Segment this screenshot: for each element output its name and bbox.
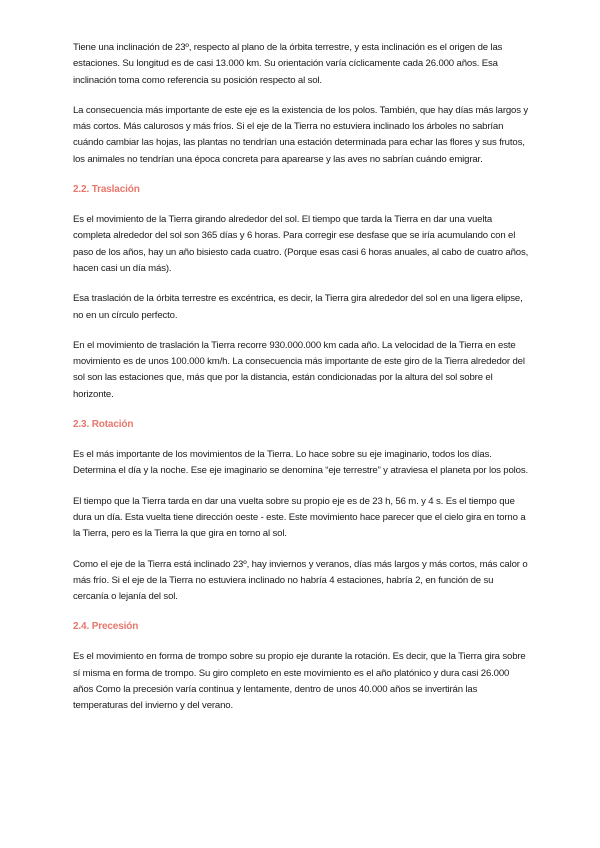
section-heading: 2.2. Traslación — [73, 184, 140, 196]
paragraph: Como el eje de la Tierra está inclinado 23º, hay inviernos y veranos, días más largos y más cortos, más calor o más frío. Si el eje de la Tierra no estuviera inclinado no habría 4 estaciones, habría 2, en función de su cercanía o lejanía del sol. — [73, 558, 528, 603]
section-precesion — [73, 619, 529, 714]
section-rotacion — [73, 417, 529, 605]
paragraph: El tiempo que la Tierra tarda en dar una vuelta sobre su propio eje es de 23 h, 56 m. y 4 s. Es el tiempo que dura un día. Esta vuelta tiene dirección oeste - este. Este movimiento hace parecer que el cielo gira en torno a la Tierra, pero es la Tierra la que gira en torno al sol. — [73, 495, 526, 540]
paragraph: Es el movimiento de la Tierra girando alrededor del sol. El tiempo que tarda la Tierra en dar una vuelta completa alrededor del sol son 365 días y 6 horas. Para corregir ese desfase que se iría acumulando con el paso de los años, hay un año bisiesto cada cuatro. (Porque esas casi 6 horas anuales, al cabo de cuatro años, hacen casi un día más). — [73, 214, 529, 274]
intro-paragraph-2: La consecuencia más importante de este eje es la existencia de los polos. También, que hay días más largos y más cortos. Más calurosos y más fríos. Si el eje de la Tierra no estuviera inclinado los árboles no sabrían cuándo cambiar las hojas, las plantas no tendrían una estación determinada para echar las flores y sus frutos, los animales no tendrían una época concreta para aparearse y las aves no sabrían cuándo emigrar. — [73, 104, 529, 165]
paragraph: En el movimiento de traslación la Tierra recorre 930.000.000 km cada año. La velocidad de la Tierra en este movimiento es de unos 100.000 km/h. La consecuencia más importante de este giro de la Tierra alrededor del sol son las estaciones que, más que por la distancia, están condicionadas por la altura del sol sobre el horizonte. — [73, 339, 525, 400]
section-heading: 2.4. Precesión — [73, 621, 139, 633]
section-traslacion — [73, 182, 529, 403]
document-body — [73, 40, 529, 729]
paragraph: Es el movimiento en forma de trompo sobre su propio eje durante la rotación. Es decir, que la Tierra gira sobre sí misma en forma de trompo. Su giro completo en este movimiento es el año platónico y dura casi 26.000 años Como la precesión varía continua y lentamente, dentro de unos 40.000 años se invertirán las temperaturas del invierno y del verano. — [73, 651, 526, 712]
section-heading: 2.3. Rotación — [73, 419, 134, 431]
paragraph: Es el más importante de los movimientos de la Tierra. Lo hace sobre su eje imaginario, todos los días. Determina el día y la noche. Ese eje imaginario se denomina “eje terrestre” y atraviesa el planeta por los polos. — [73, 449, 528, 477]
paragraph: Esa traslación de la órbita terrestre es excéntrica, es decir, la Tierra gira alrededor del sol en una ligera elipse, no en un círculo perfecto. — [73, 293, 523, 321]
intro-paragraph-1: Tiene una inclinación de 23º, respecto al plano de la órbita terrestre, y esta inclinación es el origen de las estaciones. Su longitud es de casi 13.000 km. Su orientación varía cíclicamente cada 26.000 años. Esa inclinación toma como referencia su posición respecto al sol. — [73, 42, 503, 86]
